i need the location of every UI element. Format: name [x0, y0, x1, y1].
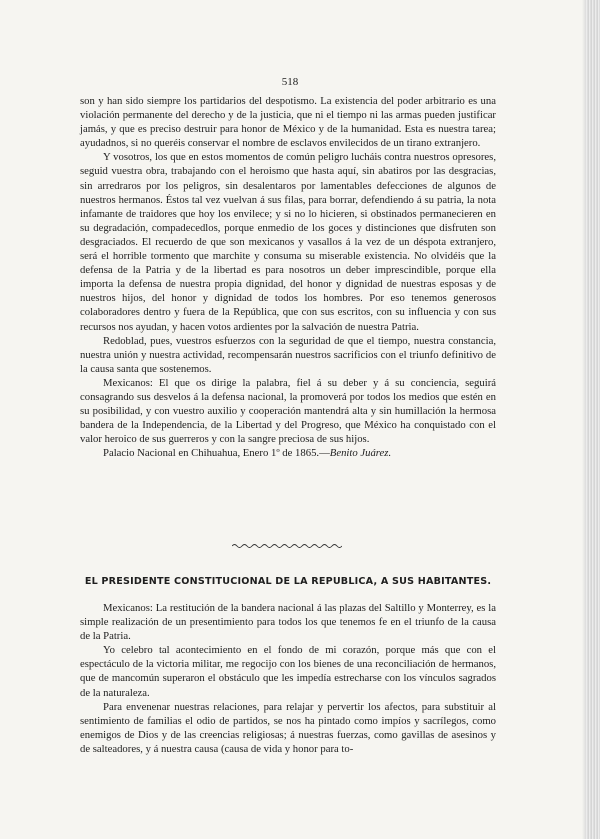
paragraph: Redoblad, pues, vuestros esfuerzos con la seguridad de que el tiempo, nuestra constancia, nuestra unión y nuestra actividad, recompensarán nuestros sacrificios con el triunfo definitivo de la causa santa que sostenemos.: [80, 334, 496, 375]
paragraph: Mexicanos: La restitución de la bandera nacional á las plazas del Saltillo y Monterrey, es la simple realización de un presentimiento para todos los que tenemos fe en el triunfo de la causa de la Patria.: [80, 602, 496, 643]
signature-place-date: Palacio Nacional en Chihuahua, Enero 1º de 1865.—: [103, 447, 330, 460]
signature-author: Benito Juárez.: [329, 447, 392, 460]
paragraph: Para envenenar nuestras relaciones, para relajar y pervertir los afectos, para substituir al sentimiento de familias el odio de partidos, se nos ha pintado como impíos y sacrílegos, como enemigos de Dios y de las creencias religiosas; á nuestras fuerzas, como gavillas de asesinos y de salteadores, y á nuestra causa (causa de vida y honor para to-: [80, 700, 496, 755]
paragraph: Yo celebro tal acontecimiento en el fondo de mi corazón, porque más que con el espectáculo de la victoria militar, me regocijo con los bienes de una reconciliación de hermanos, que de mancomún superaron el obstáculo que les impedía estrecharse con los vínculos sagrados de la naturaleza.: [80, 644, 496, 699]
page-edge: [586, 0, 600, 839]
paragraph: son y han sido siempre los partidarios del despotismo. La existencia del poder arbitrario es una violación permanente del derecho y de la justicia, que ni el tiempo ni las armas pueden justificar jamás, y que es preciso destruir para honor de México y de la humanidad. Esta es nuestra tarea; ayudadnos, si no queréis conservar el nombre de esclavos envilecidos de un tirano extranjero.: [80, 95, 496, 150]
wavy-ornament: [232, 542, 342, 550]
paragraph: Mexicanos: El que os dirige la palabra, fiel á su deber y á su conciencia, seguirá consagrando sus desvelos á la defensa nacional, la promoverá por todos los medios que estén en su posibilidad, y con vuestro auxilio y cooperación mantendrá alta y sin humillación la hermosa bandera de la Independencia, de la Libertad y del Progreso, que México ha conquistado con el valor heroico de sus guerreros y con la sangre preciosa de sus hijos.: [80, 376, 496, 446]
signature-line: [80, 446, 496, 460]
body-text-top: [80, 94, 496, 460]
body-text-bottom: [80, 601, 496, 756]
paragraph: Y vosotros, los que en estos momentos de común peligro lucháis contra nuestros opresores, seguid vuestra obra, trabajando con el heroismo que hasta aquí, sin abatiros por las desgracias, sin arredraros por los peligros, sin desalentaros por lamentables defecciones de algunos de nuestros hermanos. Éstos tal vez vuelvan á sus filas, para borrar, defendiendo á su patria, la nota infamante de traidores que hoy los envilece; y si no lo hicieren, si obstinados permanecieren en su degradación, compadecedlos, porque enmedio de los goces y distinciones que disfruten son desgraciados. El recuerdo de que son mexicanos y vasallos á la vez de un déspota extranjero, será el horrible tormento que marchite y consuma su miserable existencia. No olvidéis que la defensa de la Patria y de la libertad es para nosotros un deber imprescindible, porque ella importa la defensa de nuestra propia dignidad, del honor y dignidad de nuestras esposas y de nuestros hijos, del honor y dignidad de todos los hombres. Por eso tenemos generosos colaboradores dentro y fuera de la República, que con sus escritos, con su influencia y con sus recursos nos ayudan, y hacen votos ardientes por la salvación de nuestra Patria.: [80, 151, 496, 333]
section-title: EL PRESIDENTE CONSTITUCIONAL DE LA REPUBLICA, A SUS HABITANTES.: [84, 576, 492, 587]
page-number: 518: [281, 76, 299, 88]
